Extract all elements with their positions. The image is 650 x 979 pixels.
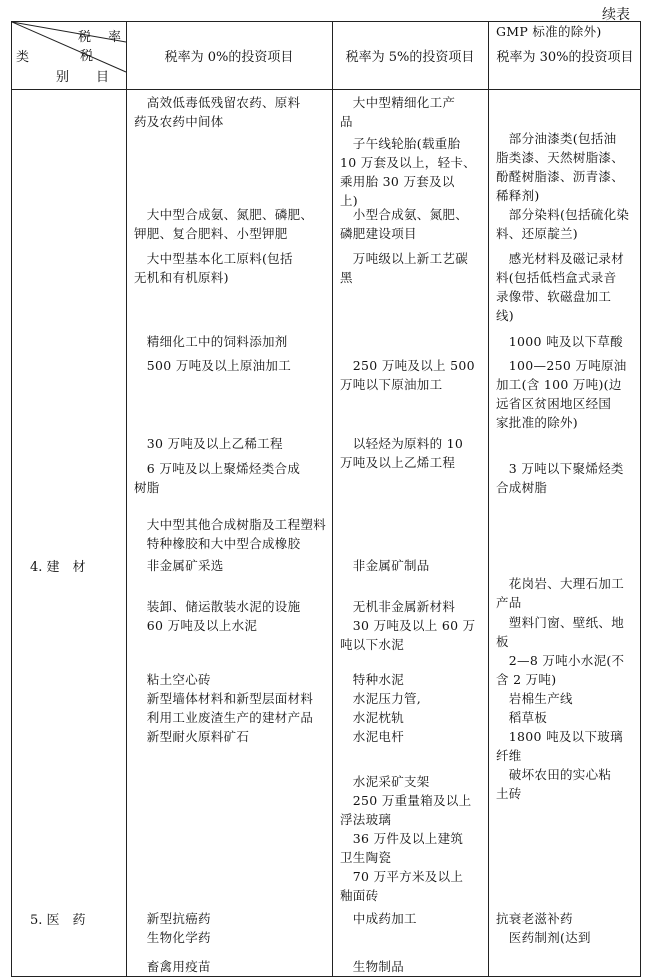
col5-text-line: 卫生陶瓷	[340, 850, 392, 865]
col0-text-line: 生物化学药	[134, 930, 211, 945]
col5-text-line: 特种水泥	[340, 672, 405, 687]
col5-text-line: 小型合成氨、氮肥、	[340, 207, 469, 222]
corner-rate: 率	[108, 30, 122, 45]
col30-text-line: 花岗岩、大理石加工	[496, 576, 625, 591]
col5-text-line: 万吨级以上新工艺碳	[340, 251, 469, 266]
col30-text-line: 录像带、软磁盘加工	[496, 289, 612, 304]
category-medicine: 5. 医 药	[30, 913, 86, 928]
col5-text-line: 磷肥建设项目	[340, 226, 417, 241]
col5-text-line: 万吨以下原油加工	[340, 377, 443, 392]
col30-text-line: 纤维	[496, 748, 522, 763]
col5-text-line: 非金属矿制品	[340, 558, 430, 573]
col30-text-line: 加工(含 100 万吨)(边	[496, 377, 622, 392]
col5-text-line: 36 万件及以上建筑	[340, 831, 464, 846]
col0-text-line: 树脂	[134, 480, 160, 495]
investment-tax-table	[11, 21, 641, 977]
col30-text-line: 稀释剂)	[496, 188, 540, 203]
col-separator-2	[332, 22, 333, 976]
col5-text-line: 浮法玻璃	[340, 812, 392, 827]
continued-label: 续表	[602, 7, 630, 23]
col30-text-line: 酚醛树脂漆、沥青漆、	[496, 169, 625, 184]
col5-text-line: 250 万重量箱及以上	[340, 793, 472, 808]
col5-text-line: 万吨及以上乙烯工程	[340, 455, 456, 470]
col0-text-line: 500 万吨及以上原油加工	[134, 358, 292, 373]
col0-text-line: 30 万吨及以上乙稀工程	[134, 436, 283, 451]
col0-text-line: 非金属矿采选	[134, 558, 224, 573]
col30-text-line: 含 2 万吨)	[496, 672, 557, 687]
col-separator-3	[488, 22, 489, 976]
col0-text-line: 粘土空心砖	[134, 672, 211, 687]
corner-tax-2: 税	[80, 49, 94, 64]
corner-bie: 别	[56, 70, 70, 85]
col0-text-line: 大中型基本化工原料(包括	[134, 251, 293, 266]
col0-text-line: 特种橡胶和大中型合成橡胶	[134, 536, 301, 551]
col30-text-line: 塑料门窗、壁纸、地	[496, 615, 625, 630]
col5-text-line: 黑	[340, 270, 353, 285]
col30-text-line: 医药制剂(达到	[496, 930, 591, 945]
col5-text-line: 上)	[340, 193, 358, 208]
col30-text-line: 部分油漆类(包括油	[496, 131, 617, 146]
header-col-0pct: 税率为 0%的投资项目	[164, 50, 294, 65]
col0-text-line: 无机和有机原料)	[134, 270, 229, 285]
col30-text-line: 家批准的除外)	[496, 415, 578, 430]
col5-text-line: 大中型精细化工产	[340, 95, 456, 110]
col5-text-line: 水泥采矿支架	[340, 774, 430, 789]
col30-text-line: 稻草板	[496, 710, 548, 725]
category-building-materials: 4. 建 材	[30, 560, 86, 575]
col30-text-line: 部分染料(包括硫化染	[496, 207, 630, 222]
col30-text-line: 料、还原靛兰)	[496, 226, 578, 241]
col0-text-line: 新型耐火原料矿石	[134, 729, 250, 744]
col30-text-line: 感光材料及磁记录材	[496, 251, 625, 266]
col30-text-line: 远省区贫困地区经国	[496, 396, 612, 411]
col30-text-line: 料(包括低档盒式录音	[496, 270, 617, 285]
col5-text-line: 釉面砖	[340, 888, 379, 903]
col30-text-line: 1000 吨及以下草酸	[496, 334, 623, 349]
col30-text-line: 岩棉生产线	[496, 691, 573, 706]
col30-text-line: 线)	[496, 308, 514, 323]
header-col-5pct: 税率为 5%的投资项目	[345, 50, 475, 65]
col5-text-line: 10 万套及以上，轻卡、	[340, 155, 476, 170]
col5-text-line: 品	[340, 114, 353, 129]
col0-text-line: 畜禽用疫苗	[134, 959, 211, 974]
col30-text-line: GMP 标准的除外)	[496, 24, 602, 39]
col5-text-line: 子午线轮胎(载重胎	[340, 136, 461, 151]
col30-text-line: 合成树脂	[496, 480, 548, 495]
col0-text-line: 利用工业废渣生产的建材产品	[134, 710, 314, 725]
col30-text-line: 土砖	[496, 786, 522, 801]
col0-text-line: 药及农药中间体	[134, 114, 224, 129]
col5-text-line: 生物制品	[340, 959, 405, 974]
col30-text-line: 100—250 万吨原油	[496, 358, 627, 373]
corner-item: 目	[96, 70, 110, 85]
col30-text-line: 2—8 万吨小水泥(不	[496, 653, 625, 668]
col5-text-line: 水泥电杆	[340, 729, 405, 744]
col0-text-line: 钾肥、复合肥料、小型钾肥	[134, 226, 288, 241]
corner-category: 类	[16, 50, 30, 65]
col30-text-line: 1800 吨及以下玻璃	[496, 729, 623, 744]
col5-text-line: 水泥枕轨	[340, 710, 405, 725]
col0-text-line: 装卸、储运散装水泥的设施	[134, 599, 301, 614]
col0-text-line: 大中型合成氨、氮肥、磷肥、	[134, 207, 314, 222]
col0-text-line: 大中型其他合成树脂及工程塑料	[134, 517, 327, 532]
col0-text-line: 新型墙体材料和新型层面材料	[134, 691, 314, 706]
corner-tax: 税	[78, 30, 92, 45]
col-separator-1	[126, 22, 127, 976]
col5-text-line: 250 万吨及以上 500	[340, 358, 475, 373]
col30-text-line: 破坏农田的实心粘	[496, 767, 612, 782]
col0-text-line: 6 万吨及以上聚烯烃类合成	[134, 461, 301, 476]
col30-text-line: 3 万吨以下聚烯烃类	[496, 461, 624, 476]
col30-text-line: 抗衰老滋补药	[496, 911, 573, 926]
col5-text-line: 以轻烃为原料的 10	[340, 436, 464, 451]
col0-text-line: 新型抗癌药	[134, 911, 211, 926]
col0-text-line: 精细化工中的饲料添加剂	[134, 334, 288, 349]
col5-text-line: 中成药加工	[340, 911, 417, 926]
col30-text-line: 产品	[496, 595, 522, 610]
col5-text-line: 吨以下水泥	[340, 637, 405, 652]
col5-text-line: 水泥压力管,	[340, 691, 422, 706]
col5-text-line: 无机非金属新材料	[340, 599, 456, 614]
col5-text-line: 30 万吨及以上 60 万	[340, 618, 476, 633]
col30-text-line: 脂类漆、天然树脂漆、	[496, 150, 625, 165]
col5-text-line: 70 万平方米及以上	[340, 869, 464, 884]
header-col-30pct: 税率为 30%的投资项目	[496, 50, 634, 65]
col0-text-line: 高效低毒低残留农药、原料	[134, 95, 301, 110]
col0-text-line: 60 万吨及以上水泥	[134, 618, 258, 633]
col5-text-line: 乘用胎 30 万套及以	[340, 174, 455, 189]
col30-text-line: 板	[496, 634, 509, 649]
